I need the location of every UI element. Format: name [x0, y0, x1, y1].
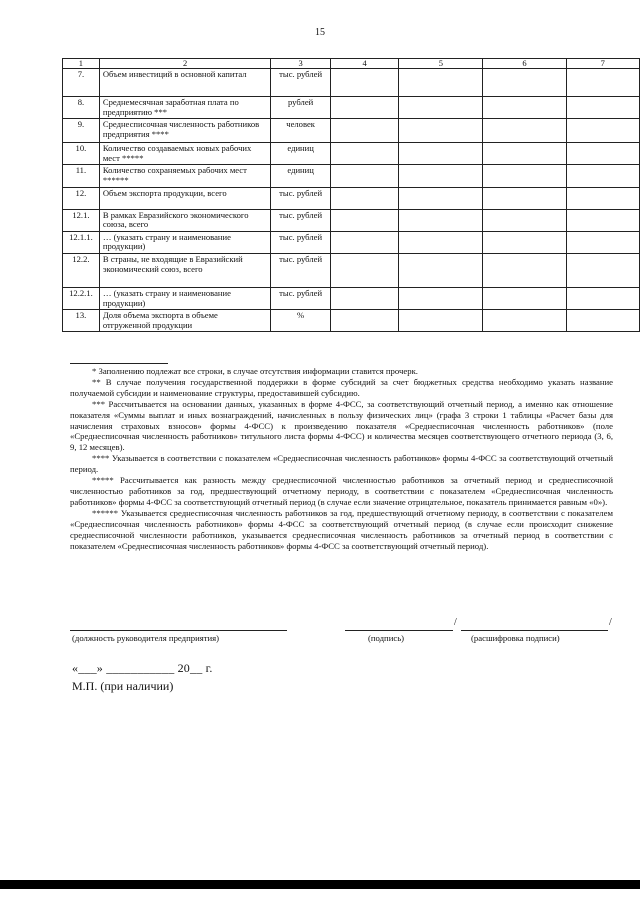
unit-cell: рублей	[271, 97, 330, 119]
footnote: ****** Указывается среднесписочная численность работников за год, предшествующий отчетному периоду, в соответствии с показателем «Среднесписочная численность работников» формы 4-ФСС за соответствующий отчетный период (в случае если происходит снижение среднесписочной численности работников, указывается среднесписочная численность работников за отчетный период в соответствии с показателем «Среднесписочная численность работников» формы 4-ФСС за соответствующий отчетный период).	[70, 507, 613, 551]
value-cell	[399, 143, 483, 165]
footnote: * Заполнению подлежат все строки, в случае отсутствия информации ставится прочерк.	[92, 366, 418, 376]
table-row	[63, 165, 640, 187]
unit-cell: тыс. рублей	[271, 69, 330, 97]
value-cell	[566, 165, 639, 187]
table-row	[63, 143, 640, 165]
indicator-name: Среднесписочная численность работников предприятия ****	[99, 119, 271, 143]
unit-cell: человек	[271, 119, 330, 143]
value-cell	[330, 253, 399, 287]
header-cell: 3	[271, 59, 330, 69]
unit-cell: тыс. рублей	[271, 287, 330, 309]
value-cell	[330, 187, 399, 209]
table-row	[63, 287, 640, 309]
table-row	[63, 310, 640, 332]
position-line	[70, 630, 287, 631]
indicator-name: Количество сохраняемых рабочих мест ******	[99, 165, 271, 187]
page-number: 15	[315, 27, 325, 38]
date-line: «___» ___________ 20__ г.	[72, 661, 213, 675]
table-header-row	[63, 59, 640, 69]
value-cell	[483, 97, 566, 119]
value-cell	[566, 119, 639, 143]
footnotes	[70, 366, 613, 551]
value-cell	[399, 69, 483, 97]
row-number: 7.	[63, 69, 100, 97]
indicator-name: В страны, не входящие в Евразийский экономический союз, всего	[99, 253, 271, 287]
header-cell: 2	[99, 59, 271, 69]
header-cell: 6	[483, 59, 566, 69]
value-cell	[399, 287, 483, 309]
footnote: *** Рассчитывается на основании данных, указанных в форме 4-ФСС, за соответствующий отчетный период, а именно как отношение показателя «Суммы выплат и иных вознаграждений, начисленных в пользу физических лиц» (графа 3 строки 1 таблицы «Расчет базы для начисления страховых взносов» формы 4-ФСС) к произведению показателя «Среднесписочная численность работников» (поле «Среднесписочная численность работников» титульного листа формы 4-ФСС) и количества месяцев соответствующего отчетного периода (3, 6, 9, 12 месяцев).	[70, 398, 613, 453]
value-cell	[483, 209, 566, 231]
indicator-name: В рамках Евразийского экономического союза, всего	[99, 209, 271, 231]
decoding-slash: /	[609, 617, 612, 628]
unit-cell: тыс. рублей	[271, 231, 330, 253]
table-row	[63, 231, 640, 253]
value-cell	[399, 209, 483, 231]
value-cell	[566, 187, 639, 209]
footnote: **** Указывается в соответствии с показателем «Среднесписочная численность работников» формы 4-ФСС за соответствующий отчетный период.	[70, 453, 613, 475]
unit-cell: единиц	[271, 143, 330, 165]
signature-caption: (подпись)	[368, 633, 405, 643]
indicator-name: Доля объема экспорта в объеме отгруженной продукции	[99, 310, 271, 332]
value-cell	[566, 143, 639, 165]
value-cell	[399, 165, 483, 187]
header-cell: 4	[330, 59, 399, 69]
value-cell	[330, 287, 399, 309]
value-cell	[399, 231, 483, 253]
value-cell	[330, 310, 399, 332]
indicator-name: Объем инвестиций в основной капитал	[99, 69, 271, 97]
stamp-line: М.П. (при наличии)	[72, 679, 174, 693]
position-caption: (должность руководителя предприятия)	[72, 633, 220, 643]
value-cell	[483, 69, 566, 97]
value-cell	[399, 97, 483, 119]
value-cell	[566, 310, 639, 332]
value-cell	[330, 165, 399, 187]
row-number: 8.	[63, 97, 100, 119]
decoding-line	[461, 630, 608, 631]
value-cell	[330, 209, 399, 231]
scan-edge	[0, 880, 640, 889]
value-cell	[399, 187, 483, 209]
header-cell: 7	[566, 59, 639, 69]
table-row	[63, 253, 640, 287]
unit-cell: %	[271, 310, 330, 332]
indicators-table	[62, 58, 640, 332]
value-cell	[330, 231, 399, 253]
value-cell	[399, 253, 483, 287]
value-cell	[566, 209, 639, 231]
value-cell	[566, 69, 639, 97]
table-row	[63, 187, 640, 209]
value-cell	[330, 69, 399, 97]
value-cell	[399, 310, 483, 332]
table-row	[63, 69, 640, 97]
table-row	[63, 119, 640, 143]
header-cell: 5	[399, 59, 483, 69]
value-cell	[566, 253, 639, 287]
unit-cell: тыс. рублей	[271, 209, 330, 231]
value-cell	[483, 165, 566, 187]
row-number: 12.1.	[63, 209, 100, 231]
value-cell	[566, 287, 639, 309]
value-cell	[330, 119, 399, 143]
row-number: 12.2.	[63, 253, 100, 287]
table-row	[63, 97, 640, 119]
value-cell	[330, 143, 399, 165]
value-cell	[330, 97, 399, 119]
value-cell	[483, 253, 566, 287]
value-cell	[483, 310, 566, 332]
row-number: 12.2.1.	[63, 287, 100, 309]
unit-cell: тыс. рублей	[271, 187, 330, 209]
indicator-name: Среднемесячная заработная плата по предприятию ***	[99, 97, 271, 119]
unit-cell: тыс. рублей	[271, 253, 330, 287]
value-cell	[483, 187, 566, 209]
footnote: ***** Рассчитывается как разность между среднесписочной численностью работников за отчетный период и среднесписочной численностью работников за год, предшествующий отчетному периоду, в соответствии с показателем «Среднесписочная численность работников» формы 4-ФСС за соответствующий отчетный период (в случае если значение отрицательное, показатель принимается равным «0»).	[70, 475, 613, 507]
unit-cell: единиц	[271, 165, 330, 187]
indicator-name: Количество создаваемых новых рабочих мест *****	[99, 143, 271, 165]
row-number: 13.	[63, 310, 100, 332]
value-cell	[483, 143, 566, 165]
signature-line	[345, 630, 453, 631]
row-number: 10.	[63, 143, 100, 165]
decoding-caption: (расшифровка подписи)	[471, 633, 560, 643]
footnote: ** В случае получения государственной поддержки в форме субсидий за счет бюджетных средства необходимо указать название получаемой субсидии и наименование структуры, предоставившей субсидию.	[70, 376, 613, 398]
value-cell	[483, 231, 566, 253]
header-cell: 1	[63, 59, 100, 69]
indicator-name: … (указать страну и наименование продукции)	[99, 287, 271, 309]
row-number: 12.1.1.	[63, 231, 100, 253]
table-row	[63, 209, 640, 231]
value-cell	[483, 119, 566, 143]
value-cell	[399, 119, 483, 143]
footnote-separator	[70, 363, 168, 364]
row-number: 11.	[63, 165, 100, 187]
indicator-name: Объем экспорта продукции, всего	[99, 187, 271, 209]
value-cell	[566, 97, 639, 119]
signature-slash: /	[454, 617, 457, 628]
indicator-name: … (указать страну и наименование продукции)	[99, 231, 271, 253]
value-cell	[483, 287, 566, 309]
row-number: 9.	[63, 119, 100, 143]
value-cell	[566, 231, 639, 253]
row-number: 12.	[63, 187, 100, 209]
